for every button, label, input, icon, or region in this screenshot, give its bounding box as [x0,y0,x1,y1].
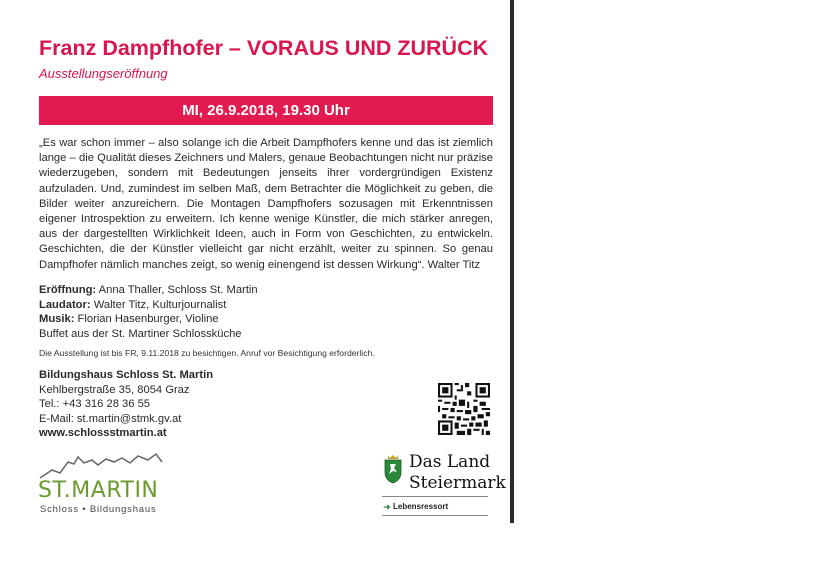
castle-outline-icon [38,450,166,480]
land-title-line2: Steiermark [409,473,506,493]
page-subtitle: Ausstellungseröffnung [39,66,168,81]
fold-divider [510,0,514,523]
st-martin-tagline: Schloss • Bildungshaus [40,504,157,515]
page-title: Franz Dampfhofer – VORAUS UND ZURÜCK [39,36,489,60]
contact-name: Bildungshaus Schloss St. Martin [39,369,214,381]
st-martin-wordmark: ST.MARTIN [38,478,159,503]
land-steiermark-logo [382,452,506,518]
land-ressort-label: Lebensressort [393,502,449,511]
contact-address: Kehlbergstraße 35, 8054 Graz [39,383,190,396]
credit-music: Musik: Florian Hasenburger, Violine [39,313,219,326]
date-banner: MI, 26.9.2018, 19.30 Uhr [39,96,493,125]
qr-code-icon[interactable] [438,383,490,435]
land-title-line1: Das Land [409,452,491,472]
credit-buffet: Buffet aus der St. Martiner Schlossküche [39,327,242,340]
contact-email[interactable]: E-Mail: st.martin@stmk.gv.at [39,412,182,425]
contact-website-link[interactable]: www.schlossstmartin.at [39,427,167,440]
contact-phone: Tel.: +43 316 28 36 55 [39,398,151,411]
steiermark-crest-icon [382,454,404,484]
land-divider-bottom [382,515,488,516]
quote-text: „Es war schon immer – also solange ich die Arbeit Dampfhofers kenne und das ist ziemlich lange – die Qualität dieses Zeichners und Malers, genaue Beobachtungen nicht nur präzise wiederzugeben, sondern mit Bedeutungen jenseits ihrer vordergründigen Existenz aufzuladen. Und, zumindest im selben Maß, dem Betrachter die Möglichkeit zu geben, die Bilder weiter anzureichern. Die Montagen Dampfhofers sozusagen mit Erkenntnissen eigener Introspektion zu erweitern. Ich kenne wenige Künstler, die mich stärker anregen, aus der dargestellten Wirklichkeit Ideen, auch in Form von Geschichten, zu entwickeln. Geschichten, die der Künstler vielleicht gar nicht erzählt, weiter zu spinnen. So genau Dampfhofer nämlich manches zeigt, so wenig einengend ist dessen Wirkung“. Walter Titz [39,137,493,271]
credit-laudator: Laudator: Walter Titz, Kulturjournalist [39,298,227,311]
land-divider [382,496,488,497]
credit-opening: Eröffnung: Anna Thaller, Schloss St. Martin [39,284,258,296]
arrow-right-icon: ➜ [383,502,391,512]
st-martin-logo [38,450,168,520]
credits-block [39,283,258,341]
contact-block [39,368,213,441]
exhibition-note: Die Ausstellung ist bis FR, 9.11.2018 zu besichtigen. Anruf vor Besichtigung erforderlich. [39,348,375,358]
